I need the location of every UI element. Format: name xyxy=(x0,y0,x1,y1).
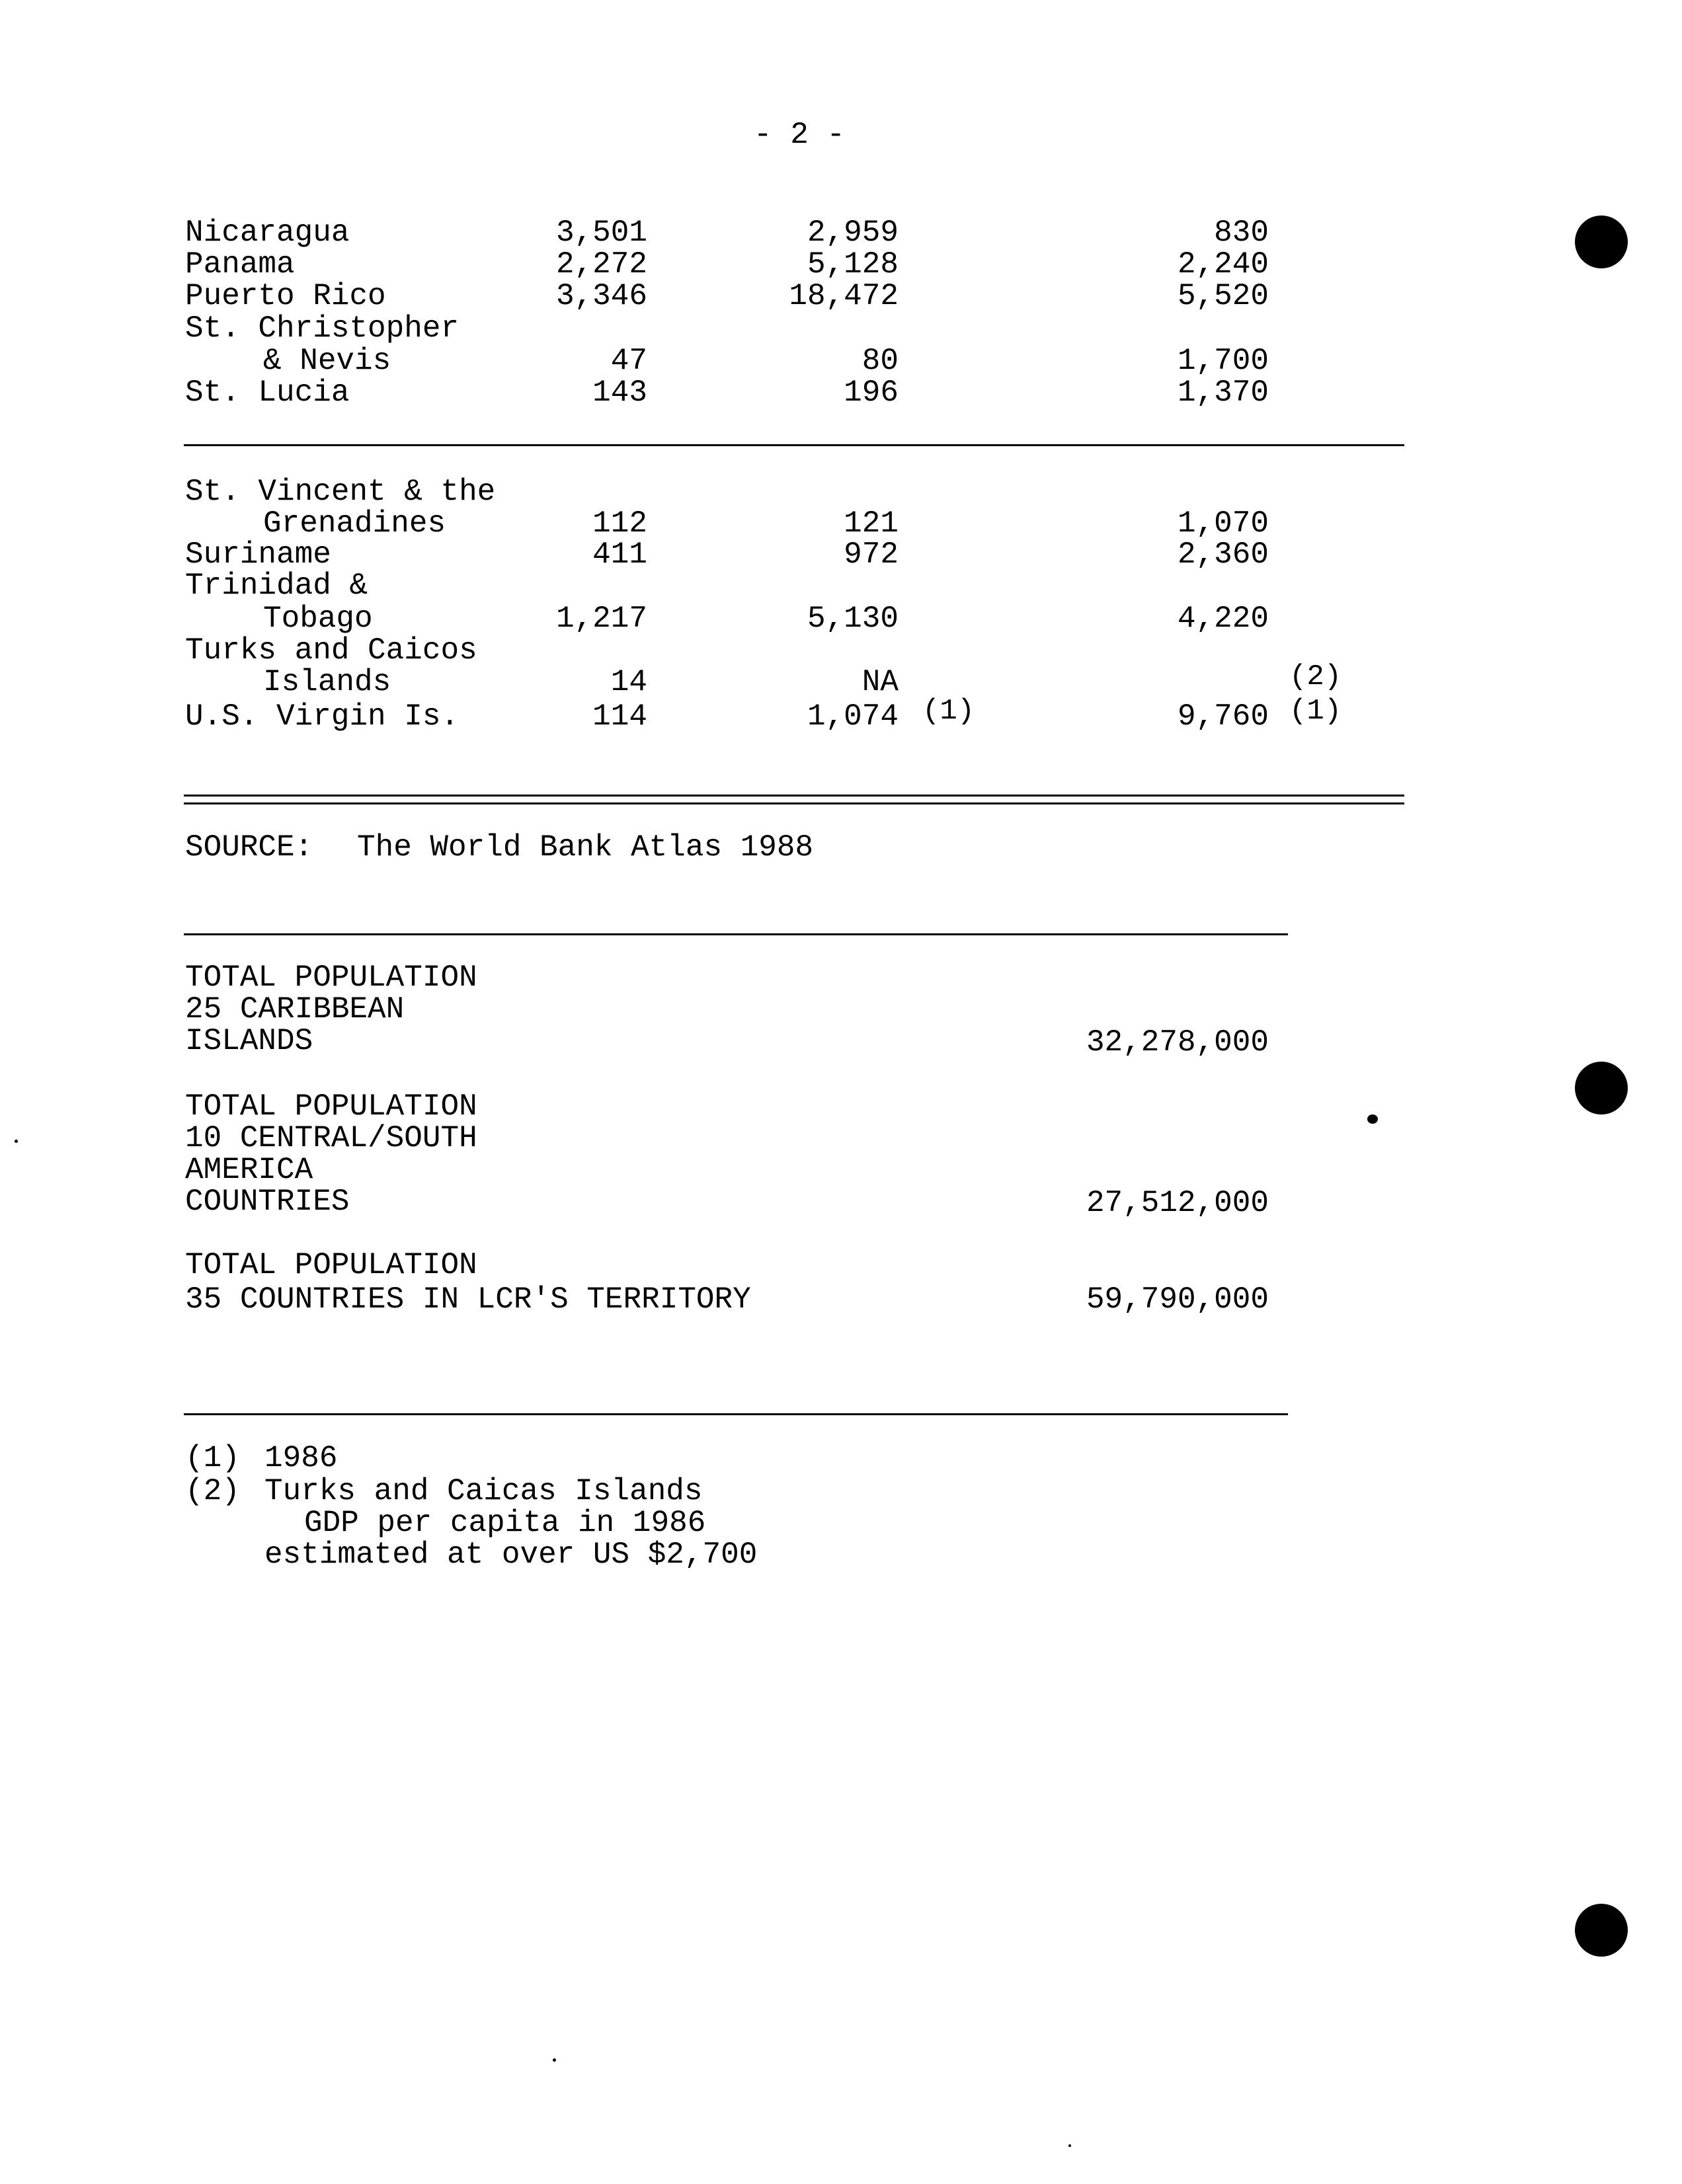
row-name: St. Lucia xyxy=(185,375,350,410)
double-rule-bottom xyxy=(184,802,1404,804)
total-label-line: COUNTRIES xyxy=(185,1185,350,1219)
row-name-continuation: & Nevis xyxy=(263,344,391,378)
scan-speck xyxy=(1068,2144,1071,2147)
totals-rule-top xyxy=(184,933,1288,935)
row-name: Puerto Rico xyxy=(185,279,386,313)
total-label-line: TOTAL POPULATION xyxy=(185,1089,477,1124)
gnp-per-capita-value: 2,240 xyxy=(1177,247,1269,282)
footnote-marker: (2) xyxy=(1289,660,1342,693)
row-name: U.S. Virgin Is. xyxy=(185,699,460,734)
gnp-value: 18,472 xyxy=(789,279,899,313)
population-value: 143 xyxy=(592,375,647,410)
gnp-value: 972 xyxy=(844,537,899,572)
footnote-text: estimated at over US $2,700 xyxy=(264,1538,758,1572)
row-name-continuation: Grenadines xyxy=(263,506,446,541)
gnp-per-capita-value: 1,700 xyxy=(1177,344,1269,378)
population-value: 112 xyxy=(592,506,647,541)
punch-hole xyxy=(1575,1904,1628,1957)
gnp-value: 121 xyxy=(844,506,899,541)
population-value: 3,501 xyxy=(555,215,647,250)
gnp-per-capita-value: 1,070 xyxy=(1177,506,1269,541)
population-value: 1,217 xyxy=(555,602,647,636)
row-name: Turks and Caicos xyxy=(185,633,477,668)
gnp-value: 5,128 xyxy=(807,247,899,282)
scan-speck xyxy=(553,2058,556,2062)
row-name: Trinidad & xyxy=(185,568,368,603)
gnp-per-capita-value: 5,520 xyxy=(1177,279,1269,313)
scan-speck xyxy=(15,1140,18,1143)
footnote-text: GDP per capita in 1986 xyxy=(304,1506,706,1540)
footnote-marker: (1) xyxy=(922,695,975,728)
gnp-value: 5,130 xyxy=(807,602,899,636)
gnp-value: 1,074 xyxy=(807,699,899,734)
punch-hole xyxy=(1575,215,1628,268)
source-label: SOURCE: xyxy=(185,830,313,865)
footnote-marker: (1) xyxy=(1289,695,1342,728)
row-name: St. Vincent & the xyxy=(185,475,496,509)
gnp-per-capita-value: 830 xyxy=(1214,215,1269,250)
footnotes-rule xyxy=(184,1413,1288,1415)
gnp-per-capita-value: 2,360 xyxy=(1177,537,1269,572)
divider-rule xyxy=(184,444,1404,446)
population-value: 2,272 xyxy=(555,247,647,282)
page-number: - 2 - xyxy=(754,118,846,152)
gnp-per-capita-value: 1,370 xyxy=(1177,375,1269,410)
punch-hole xyxy=(1575,1062,1628,1114)
row-name-continuation: Islands xyxy=(263,665,391,699)
footnote-text: Turks and Caicas Islands xyxy=(264,1474,703,1508)
gnp-value: 2,959 xyxy=(807,215,899,250)
gnp-value: 196 xyxy=(844,375,899,410)
total-label-line: 35 COUNTRIES IN LCR'S TERRITORY xyxy=(185,1282,751,1317)
population-value: 47 xyxy=(610,344,647,378)
population-value: 14 xyxy=(610,665,647,699)
total-label-line: TOTAL POPULATION xyxy=(185,960,477,995)
gnp-per-capita-value: 9,760 xyxy=(1177,699,1269,734)
footnote-marker: (1) xyxy=(185,1441,240,1475)
total-label-line: 10 CENTRAL/SOUTH xyxy=(185,1121,477,1155)
total-label-line: 25 CARIBBEAN xyxy=(185,992,405,1027)
gnp-value: NA xyxy=(861,665,899,699)
total-value: 27,512,000 xyxy=(1086,1186,1269,1220)
source-text: The World Bank Atlas 1988 xyxy=(357,830,814,865)
row-name: Nicaragua xyxy=(185,215,350,250)
population-value: 114 xyxy=(592,699,647,734)
row-name: St. Christopher xyxy=(185,311,460,346)
total-label-line: ISLANDS xyxy=(185,1024,313,1058)
total-label-line: TOTAL POPULATION xyxy=(185,1248,477,1282)
footnote-marker: (2) xyxy=(185,1474,240,1508)
footnote-text: 1986 xyxy=(264,1441,338,1475)
population-value: 411 xyxy=(592,537,647,572)
gnp-per-capita-value: 4,220 xyxy=(1177,602,1269,636)
gnp-value: 80 xyxy=(861,344,899,378)
row-name: Panama xyxy=(185,247,295,282)
total-label-line: AMERICA xyxy=(185,1153,313,1187)
population-value: 3,346 xyxy=(555,279,647,313)
total-value: 32,278,000 xyxy=(1086,1025,1269,1060)
row-name: Suriname xyxy=(185,537,331,572)
double-rule-top xyxy=(184,795,1404,797)
scan-speck xyxy=(1367,1114,1378,1124)
row-name-continuation: Tobago xyxy=(263,602,373,636)
total-value: 59,790,000 xyxy=(1086,1282,1269,1317)
